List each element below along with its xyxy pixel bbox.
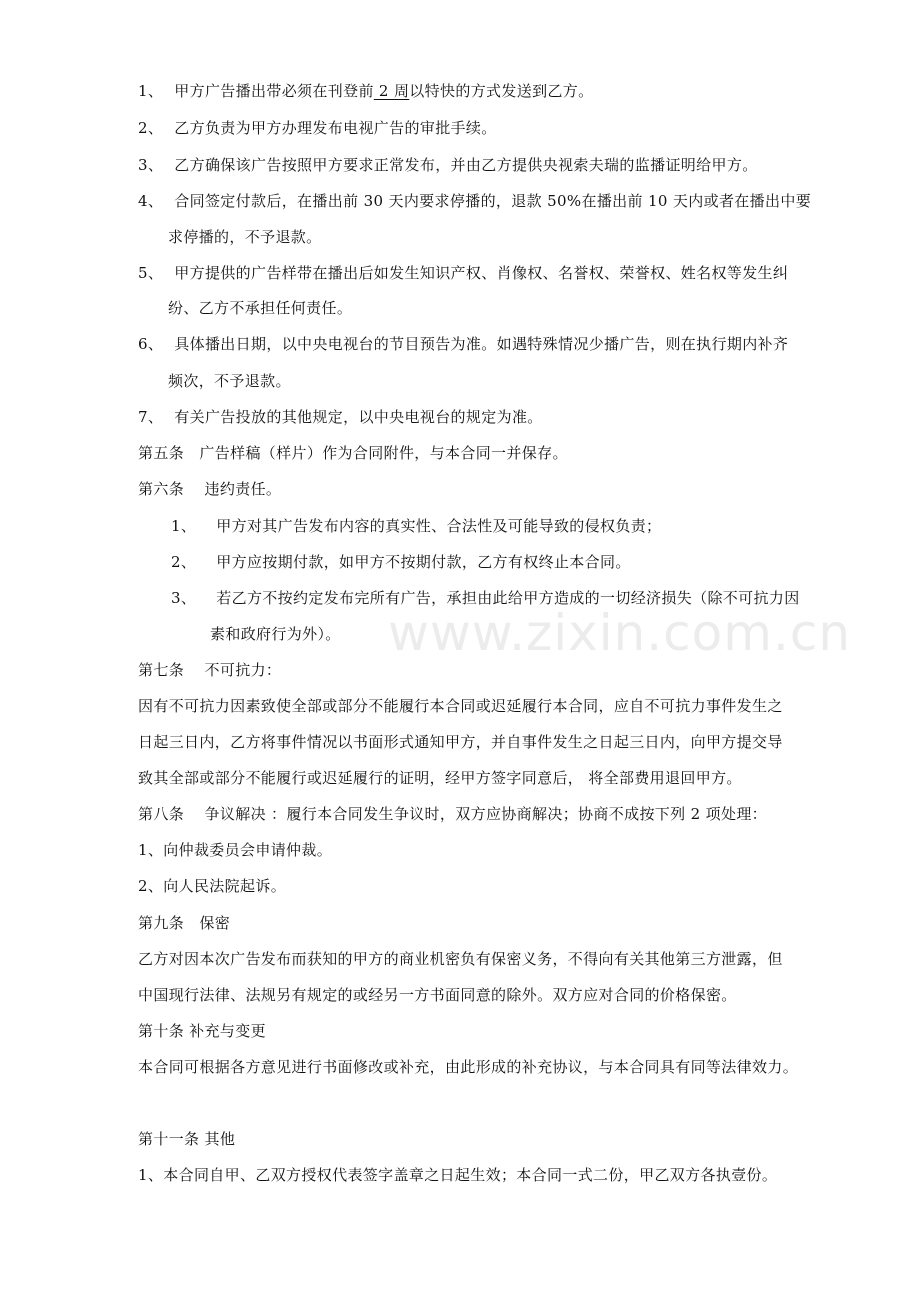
clause-5: 第五条 广告样稿（样片）作为合同附件，与本合同一并保存。 xyxy=(138,444,568,462)
item-number: 7、 xyxy=(138,408,164,426)
item-text: 若乙方不按约定发布完所有广告，承担由此给甲方造成的一切经济损失（除不可抗力因 xyxy=(216,589,800,607)
clause-item-1 xyxy=(138,81,594,101)
clause-8-item-1: 1、向仲裁委员会申请仲裁。 xyxy=(138,841,333,859)
item-number: 2、 xyxy=(171,553,197,571)
item-text: 乙方负责为甲方办理发布电视广告的审批手续。 xyxy=(174,119,497,137)
clause-6-item-1 xyxy=(171,516,661,536)
clause-10-line-1: 本合同可根据各方意见进行书面修改或补充，由此形成的补充协议，与本合同具有同等法律效力。 xyxy=(138,1058,799,1076)
clause-7-title: 第七条 不可抗力： xyxy=(138,661,282,679)
clause-8-item-2: 2、向人民法院起诉。 xyxy=(138,877,287,895)
item-text: 有关广告投放的其他规定，以中央电视台的规定为准。 xyxy=(174,408,543,426)
clause-9-line-1: 乙方对因本次广告发布而获知的甲方的商业机密负有保密义务，不得向有关其他第三方泄露，但 xyxy=(138,950,783,968)
clause-7-line-1: 因有不可抗力因素致使全部或部分不能履行本合同或迟延履行本合同，应自不可抗力事件发生之 xyxy=(138,697,783,715)
item-text: 甲方对其广告发布内容的真实性、合法性及可能导致的侵权负责； xyxy=(216,517,662,535)
item-text: 甲方提供的广告样带在播出后如发生知识产权、肖像权、名誉权、荣誉权、姓名权等发生纠 xyxy=(174,264,789,282)
item-text: 甲方应按期付款，如甲方不按期付款，乙方有权终止本合同。 xyxy=(216,553,631,571)
clause-7-line-3: 致其全部或部分不能履行或迟延履行的证明，经甲方签字同意后， 将全部费用退回甲方。 xyxy=(138,769,742,787)
item-text: 乙方确保该广告按照甲方要求正常发布，并由乙方提供央视索夫瑞的监播证明给甲方。 xyxy=(174,156,758,174)
clause-item-6-continuation: 频次，不予退款。 xyxy=(168,372,291,390)
clause-item-5 xyxy=(138,263,788,283)
clause-item-4-continuation: 求停播的，不予退款。 xyxy=(168,228,322,246)
clause-6-item-3 xyxy=(171,588,800,608)
clause-6-item-2 xyxy=(171,552,631,572)
item-number: 4、 xyxy=(138,192,164,210)
item-text-end: 以特快的方式发送到乙方。 xyxy=(409,82,594,100)
clause-item-3 xyxy=(138,155,758,175)
item-number: 6、 xyxy=(138,335,164,353)
underlined-term: 2 周 xyxy=(373,82,410,100)
clause-item-6 xyxy=(138,334,788,354)
item-number: 2、 xyxy=(138,119,164,137)
item-number: 5、 xyxy=(138,264,164,282)
clause-11-item-1: 1、本合同自甲、乙双方授权代表签字盖章之日起生效；本合同一式二份，甲乙双方各执壹份。 xyxy=(138,1166,778,1184)
clause-item-5-continuation: 纷、乙方不承担任何责任。 xyxy=(168,299,353,317)
item-number: 3、 xyxy=(171,589,197,607)
item-text: 甲方广告播出带必须在刊登前 xyxy=(174,82,374,100)
clause-7-line-2: 日起三日内，乙方将事件情况以书面形式通知甲方，并自事件发生之日起三日内，向甲方提交导 xyxy=(138,733,783,751)
clause-10-title: 第十条 补充与变更 xyxy=(138,1022,266,1040)
clause-6-title: 第六条 违约责任。 xyxy=(138,480,282,498)
clause-item-7 xyxy=(138,407,543,427)
clause-6-item-3-continuation: 素和政府行为外）。 xyxy=(210,625,341,643)
item-text: 合同签定付款后，在播出前 30 天内要求停播的，退款 50%在播出前 10 天内或者在播出中要 xyxy=(174,192,812,210)
clause-item-4 xyxy=(138,191,811,211)
clause-9-line-2: 中国现行法律、法规另有规定的或经另一方书面同意的除外。双方应对合同的价格保密。 xyxy=(138,986,737,1004)
clause-11-title: 第十一条 其他 xyxy=(138,1130,236,1148)
item-number: 3、 xyxy=(138,156,164,174)
clause-9-title: 第九条 保密 xyxy=(138,914,231,932)
item-text: 具体播出日期，以中央电视台的节目预告为准。如遇特殊情况少播广告，则在执行期内补齐 xyxy=(174,335,789,353)
clause-item-2 xyxy=(138,118,497,138)
item-number: 1、 xyxy=(138,82,164,100)
clause-8-title: 第八条 争议解决 ：履行本合同发生争议时，双方应协商解决；协商不成按下列 2 项处理： xyxy=(138,805,768,823)
watermark: www.zixin.com.cn xyxy=(388,604,852,662)
item-number: 1、 xyxy=(171,517,197,535)
